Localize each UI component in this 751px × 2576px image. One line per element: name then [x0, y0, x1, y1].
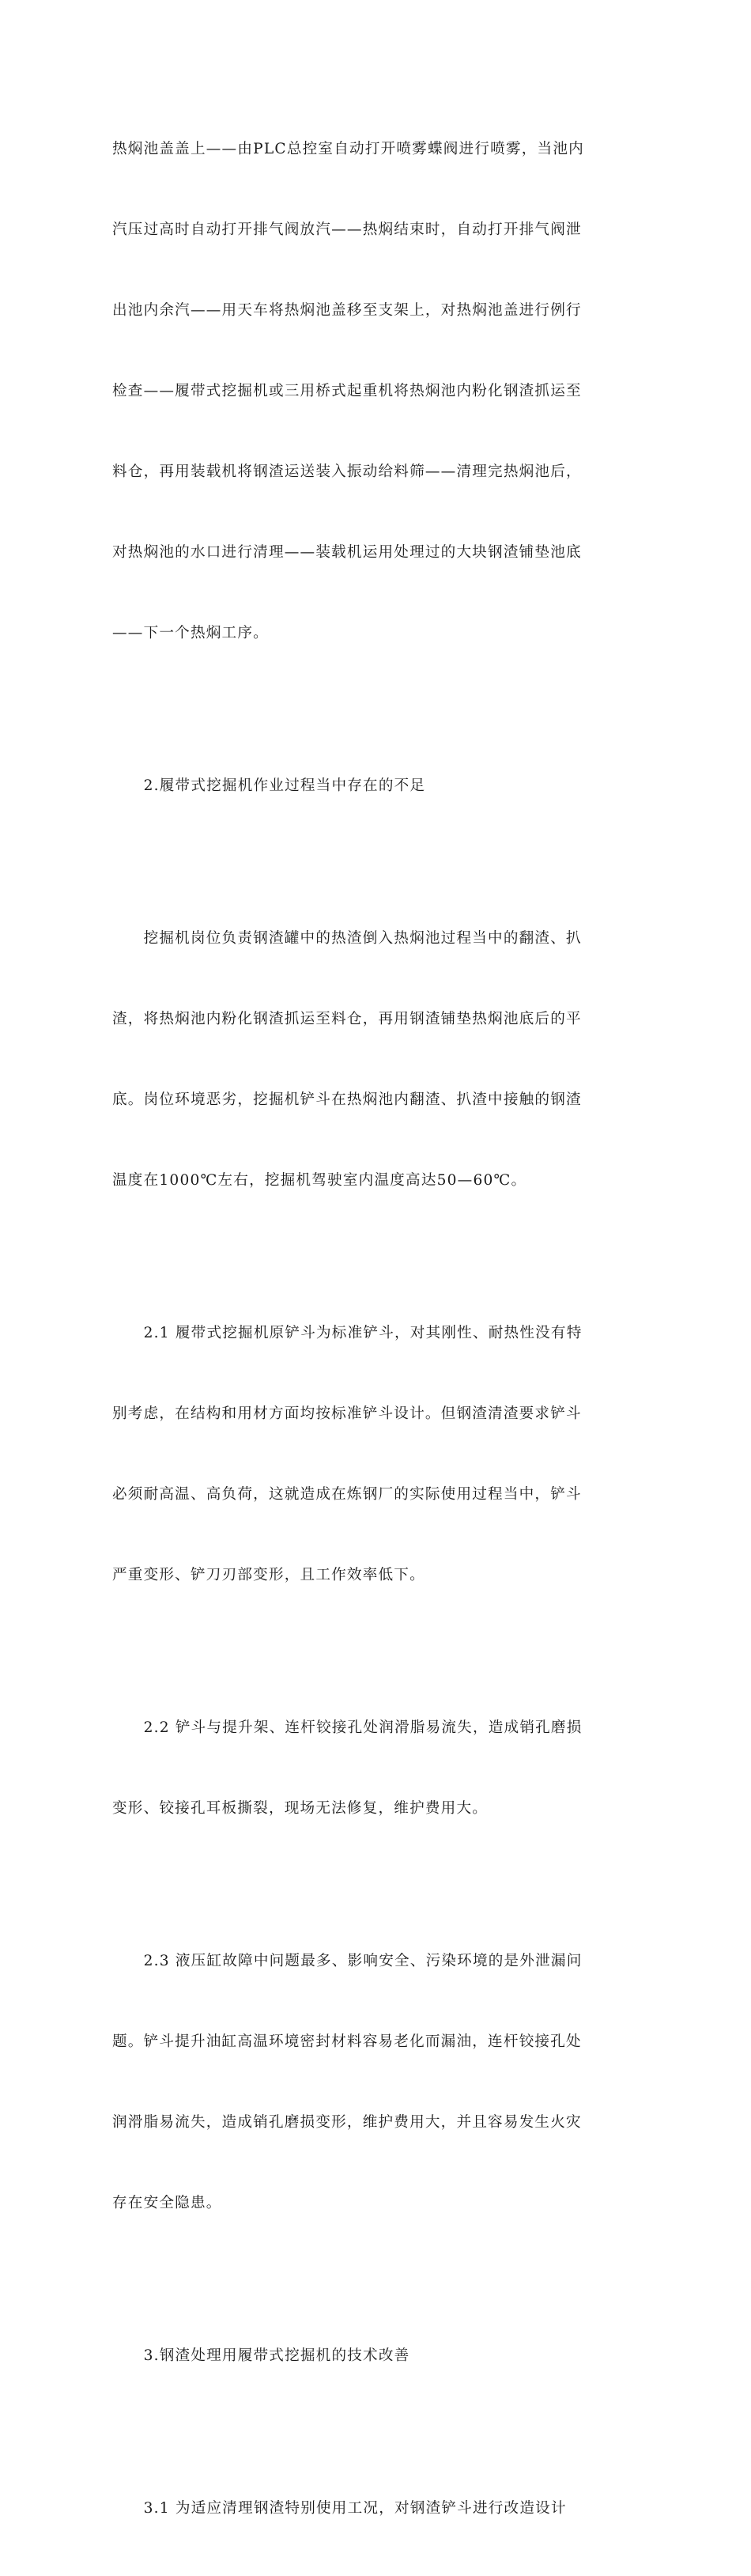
heading-text: 2.履带式挖掘机作业过程当中存在的不足: [112, 777, 426, 794]
text-line: 检查——履带式挖掘机或三用桥式起重机将热焖池内粉化钢渣抓运至: [112, 383, 582, 399]
text-line: 热焖池盖盖上——由PLC总控室自动打开喷雾蝶阀进行喷雾，当池内: [112, 141, 584, 157]
text-line: 出池内余汽——用天车将热焖池盖移至支架上，对热焖池盖进行例行: [112, 302, 582, 319]
heading-text: 3.钢渣处理用履带式挖掘机的技术改善: [112, 2347, 410, 2364]
text-line: 2.2 铲斗与提升架、连杆铰接孔处润滑脂易流失，造成销孔磨损: [112, 1719, 583, 1736]
text-line: 汽压过高时自动打开排气阀放汽——热焖结束时，自动打开排气阀泄: [112, 221, 582, 238]
text-line: 2.3 液压缸故障中问题最多、影响安全、污染环境的是外泄漏问: [112, 1953, 583, 1969]
paragraph-2-3: [112, 1894, 634, 2271]
section-heading-2: [112, 719, 634, 853]
document-page: [112, 82, 634, 2576]
text-line: 别考虑，在结构和用材方面均按标准铲斗设计。但钢渣清渣要求铲斗: [112, 1405, 582, 1422]
paragraph-3-1: [112, 2442, 634, 2576]
text-line: ——下一个热焖工序。: [112, 625, 269, 641]
text-line: 料仓，再用装载机将钢渣运送装入振动给料筛——清理完热焖池后，: [112, 463, 582, 480]
paragraph-2-2: [112, 1661, 634, 1876]
text-line: 变形、铰接孔耳板撕裂，现场无法修复，维护费用大。: [112, 1800, 489, 1817]
text-line: 2.1 履带式挖掘机原铲斗为标准铲斗，对其刚性、耐热性没有特: [112, 1325, 583, 1341]
text-line: 挖掘机岗位负责钢渣罐中的热渣倒入热焖池过程当中的翻渣、扒: [112, 930, 582, 947]
paragraph-intro: [112, 82, 634, 701]
text-line: 温度在1000℃左右，挖掘机驾驶室内温度高达50—60℃。: [112, 1172, 527, 1189]
paragraph-section-2: [112, 872, 634, 1248]
text-line: 3.1 为适应清理钢渣特别使用工况，对钢渣铲斗进行改造设计: [112, 2500, 567, 2517]
text-line: 题。铲斗提升油缸高温环境密封材料容易老化而漏油，连杆铰接孔处: [112, 2033, 582, 2050]
text-line: 严重变形、铲刀刃部变形，且工作效率低下。: [112, 1567, 425, 1583]
text-line: 必须耐高温、高负荷，这就造成在炼钢厂的实际使用过程当中，铲斗: [112, 1486, 582, 1503]
text-line: 对热焖池的水口进行清理——装载机运用处理过的大块钢渣铺垫池底: [112, 544, 582, 561]
text-line: 润滑脂易流失，造成销孔磨损变形，维护费用大，并且容易发生火灾: [112, 2114, 582, 2131]
text-line: 底。岗位环境恶劣，挖掘机铲斗在热焖池内翻渣、扒渣中接触的钢渣: [112, 1091, 582, 1108]
text-line: 存在安全隐患。: [112, 2195, 222, 2211]
paragraph-2-1: [112, 1266, 634, 1643]
text-line: 渣，将热焖池内粉化钢渣抓运至料仓，再用钢渣铺垫热焖池底后的平: [112, 1011, 582, 1027]
section-heading-3: [112, 2289, 634, 2423]
